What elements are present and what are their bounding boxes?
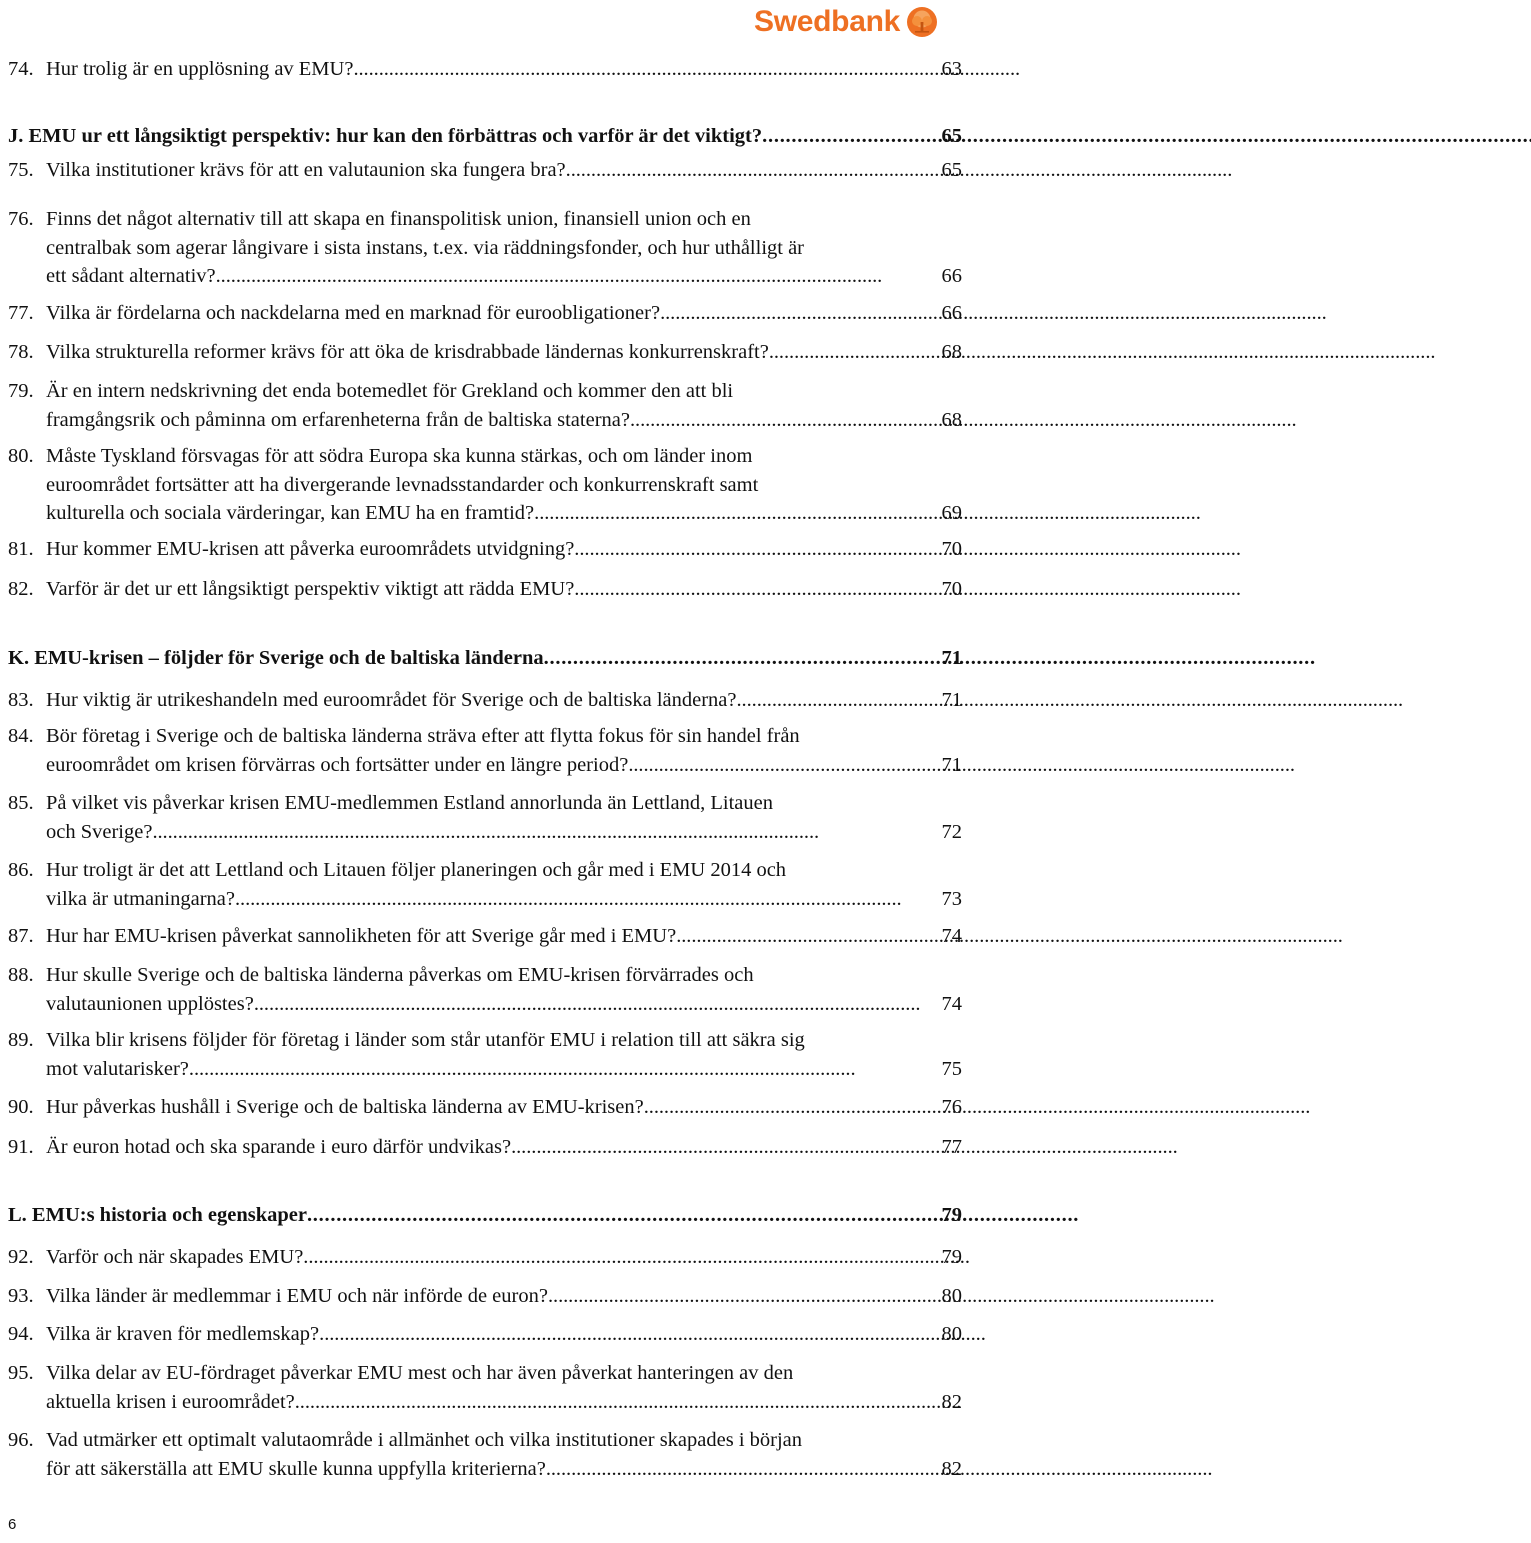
dot-leader — [737, 686, 940, 715]
toc-entry[interactable] — [8, 1359, 962, 1416]
toc-entry[interactable] — [8, 377, 962, 434]
toc-entry-title-line: och Sverige? — [46, 820, 153, 843]
toc-page-number: 77 — [941, 1136, 962, 1158]
toc-entry-number: 95. — [8, 1362, 34, 1384]
dot-leader — [235, 885, 940, 914]
toc-entry-number: 80. — [8, 445, 34, 467]
toc-entry-title-line: euroområdet fortsätter att ha divergerande levnadsstandarder och konkurrenskraft samt — [46, 473, 759, 496]
toc-entry-number: 93. — [8, 1285, 34, 1307]
dot-leader — [152, 818, 939, 847]
toc-entry-title-line: Vilka blir krisens följder för företag i länder som står utanför EMU i relation till att säkra sig — [46, 1029, 805, 1051]
dot-leader — [189, 1055, 940, 1084]
toc-entry[interactable] — [8, 442, 962, 528]
dot-leader — [303, 1243, 939, 1272]
toc-page-number: 76 — [941, 1096, 962, 1118]
toc-entry[interactable] — [8, 856, 962, 913]
brand-name: Swedbank — [754, 5, 900, 38]
toc-entry-number: 82. — [8, 578, 34, 600]
toc-entry-title-line: Vad utmärker ett optimalt valutaområde i allmänhet och vilka institutioner skapades i början — [46, 1429, 803, 1451]
toc-entry-title-line: Varför och när skapades EMU? — [46, 1246, 304, 1268]
toc-entry-number: 78. — [8, 341, 34, 363]
toc-entry-title-line: centralbak som agerar långivare i sista instans, t.ex. via räddningsfonder, och hur uthålligt är — [46, 236, 805, 259]
dot-leader — [660, 299, 939, 328]
toc-entry-number: 86. — [8, 859, 34, 881]
dot-leader — [307, 1201, 940, 1230]
toc-page-number: 71 — [941, 753, 962, 776]
toc-entry-title-line: Måste Tyskland försvagas för att södra Europa ska kunna stärkas, och om länder inom — [46, 445, 753, 467]
dot-leader — [511, 1133, 939, 1162]
toc-entry[interactable] — [8, 722, 962, 779]
toc-entry-title-line: På vilket vis påverkar krisen EMU-medlemmen Estland annorlunda än Lettland, Litauen — [46, 792, 773, 814]
toc-page-number: 70 — [941, 538, 962, 560]
toc-page-number: 63 — [941, 58, 962, 80]
toc-entry-number: 92. — [8, 1246, 34, 1268]
dot-leader — [548, 1282, 940, 1311]
toc-page-number: 80 — [941, 1285, 962, 1307]
toc-page-number: 73 — [941, 887, 962, 910]
dot-leader — [534, 499, 939, 528]
toc-entry-title-line: Är en intern nedskrivning det enda botemedlet för Grekland och kommer den att bli — [46, 380, 734, 402]
dot-leader — [574, 575, 939, 604]
dot-leader — [676, 922, 939, 951]
toc-entry[interactable] — [8, 961, 962, 1018]
dot-leader — [546, 1455, 940, 1484]
toc-entry-number: 77. — [8, 302, 34, 324]
toc-entry-title-line: Vilka är kraven för medlemskap? — [46, 1323, 320, 1345]
toc-entry-title-line: Hur påverkas hushåll i Sverige och de baltiska länderna av EMU-krisen? — [46, 1096, 644, 1118]
toc-entry-title-line: kulturella och sociala värderingar, kan EMU ha en framtid? — [46, 502, 535, 524]
toc-entry-number: 90. — [8, 1096, 34, 1118]
toc-entry-title-line: Vilka är fördelarna och nackdelarna med en marknad för euroobligationer? — [46, 302, 661, 324]
toc-entry-title-line: vilka är utmaningarna? — [46, 887, 235, 910]
toc-entry-title-line: L. EMU:s historia och egenskaper — [8, 1204, 307, 1226]
toc-page-number: 75 — [941, 1057, 962, 1080]
toc-page-number: 79 — [941, 1204, 962, 1226]
toc-page-number: 72 — [941, 820, 962, 843]
toc-page-number: 71 — [941, 689, 962, 711]
toc-entry[interactable] — [8, 1320, 962, 1349]
toc-entry-title-line: Hur skulle Sverige och de baltiska länderna påverkas om EMU-krisen förvärrades och — [46, 964, 754, 986]
toc-entry-title-line: Hur troligt är det att Lettland och Litauen följer planeringen och går med i EMU 2014 och — [46, 859, 787, 881]
toc-entry-number: 79. — [8, 380, 34, 402]
toc-page-number: 82 — [941, 1457, 962, 1480]
toc-entry-number: 94. — [8, 1323, 34, 1345]
dot-leader — [769, 338, 940, 367]
toc-entry-title-line: Hur har EMU-krisen påverkat sannolikheten för att Sverige går med i EMU? — [46, 925, 677, 947]
toc-entry-title-line: ett sådant alternativ? — [46, 265, 216, 287]
toc-entry-number: 76. — [8, 208, 34, 230]
toc-entry-title-line: mot valutarisker? — [46, 1057, 189, 1080]
toc-entry-number: 87. — [8, 925, 34, 947]
toc-entry-title-line: Vilka länder är medlemmar i EMU och när införde de euron? — [46, 1285, 548, 1307]
oak-tree-icon — [906, 6, 938, 38]
dot-leader — [319, 1320, 939, 1349]
dot-leader — [216, 262, 940, 291]
toc-page-number: 65 — [941, 159, 962, 181]
toc-page-number: 79 — [941, 1246, 962, 1268]
toc-entry[interactable] — [8, 922, 962, 951]
toc-entry-title-line: Vilka institutioner krävs för att en valutaunion ska fungera bra? — [46, 159, 566, 181]
toc-entry[interactable] — [8, 1426, 962, 1483]
toc-entry[interactable] — [8, 575, 962, 604]
toc-page-number: 68 — [941, 408, 962, 431]
toc-entry-title-line: framgångsrik och påminna om erfarenheterna från de baltiska staterna? — [46, 408, 630, 431]
toc-entry-title-line: Vilka delar av EU-fördraget påverkar EMU mest och har även påverkat hanteringen av den — [46, 1362, 794, 1384]
toc-page-number: 66 — [941, 302, 962, 324]
brand-logo — [754, 0, 938, 44]
toc-entry-title-line: Hur viktig är utrikeshandeln med euroområdet för Sverige och de baltiska länderna? — [46, 689, 737, 711]
toc-page-number: 80 — [941, 1323, 962, 1345]
toc-page-number: 69 — [941, 502, 962, 524]
toc-entry-title-line: Finns det något alternativ till att skapa en finanspolitisk union, finansiell union och en — [46, 208, 751, 230]
toc-entry-number: 83. — [8, 689, 34, 711]
toc-entry[interactable] — [8, 1282, 962, 1311]
toc-entry-number: 88. — [8, 964, 34, 986]
toc-entry-number: 84. — [8, 725, 34, 747]
toc-entry-number: 81. — [8, 538, 34, 560]
toc-entry[interactable] — [8, 156, 962, 185]
toc-entry-title-line: Hur kommer EMU-krisen att påverka euroområdets utvidgning? — [46, 538, 575, 560]
toc-entry[interactable] — [8, 1243, 962, 1272]
toc-page-number: 68 — [941, 341, 962, 363]
toc-entry[interactable] — [8, 686, 962, 715]
dot-leader — [295, 1388, 940, 1417]
toc-page-number: 65 — [941, 125, 962, 147]
toc-entry-title-line: J. EMU ur ett långsiktigt perspektiv: hur kan den förbättras och varför är det viktigt? — [8, 125, 763, 147]
dot-leader — [254, 990, 940, 1019]
toc-entry[interactable] — [8, 55, 962, 84]
toc-entry[interactable] — [8, 789, 962, 846]
toc-page-number: 82 — [941, 1390, 962, 1413]
toc-page-number: 70 — [941, 578, 962, 600]
toc-entry-title-line: Är euron hotad och ska sparande i euro därför undvikas? — [46, 1136, 512, 1158]
dot-leader — [574, 535, 939, 564]
toc-entry[interactable] — [8, 1093, 962, 1122]
toc-entry-title-line: euroområdet om krisen förvärras och fortsätter under en längre period? — [46, 753, 629, 776]
toc-entry[interactable] — [8, 338, 962, 367]
toc-entry[interactable] — [8, 299, 962, 328]
toc-entry-title-line: Bör företag i Sverige och de baltiska länderna sträva efter att flytta fokus för sin handel från — [46, 725, 800, 747]
dot-leader — [353, 55, 939, 84]
toc-entry[interactable] — [8, 535, 962, 564]
toc-entry-title-line: valutaunionen upplöstes? — [46, 992, 254, 1015]
toc-entry[interactable] — [8, 1026, 962, 1083]
toc-entry-title-line: Hur trolig är en upplösning av EMU? — [46, 58, 354, 80]
toc-entry-title-line: Varför är det ur ett långsiktigt perspektiv viktigt att rädda EMU? — [46, 578, 575, 600]
toc-page-number: 66 — [941, 265, 962, 287]
toc-entry-number: 96. — [8, 1429, 34, 1451]
toc-entry[interactable] — [8, 1133, 962, 1162]
toc-entry-title-line: Vilka strukturella reformer krävs för att öka de krisdrabbade ländernas konkurrenskraft? — [46, 341, 769, 363]
dot-leader — [644, 1093, 940, 1122]
toc-entry-number: 89. — [8, 1029, 34, 1051]
toc-entry-number: 85. — [8, 792, 34, 814]
dot-leader — [630, 406, 940, 435]
toc-page-number: 71 — [941, 647, 962, 669]
toc-entry-title-line: aktuella krisen i euroområdet? — [46, 1390, 295, 1413]
page-number: 6 — [8, 1516, 17, 1533]
dot-leader — [762, 122, 939, 151]
toc-entry-title-line: K. EMU-krisen – följder för Sverige och de baltiska länderna — [8, 647, 544, 669]
dot-leader — [544, 644, 940, 673]
toc-section-heading[interactable] — [8, 1201, 962, 1230]
toc-section-heading[interactable] — [8, 122, 962, 151]
toc-page-number: 74 — [941, 925, 962, 947]
toc-entry-number: 74. — [8, 58, 34, 80]
dot-leader — [566, 156, 940, 185]
toc-entry-title-line: för att säkerställa att EMU skulle kunna uppfylla kriterierna? — [46, 1457, 546, 1480]
dot-leader — [628, 751, 939, 780]
toc-entry-number: 75. — [8, 159, 34, 181]
toc-section-heading[interactable] — [8, 644, 962, 673]
toc-entry-number: 91. — [8, 1136, 34, 1158]
toc-page-number: 74 — [941, 992, 962, 1015]
toc-entry[interactable] — [8, 205, 962, 291]
